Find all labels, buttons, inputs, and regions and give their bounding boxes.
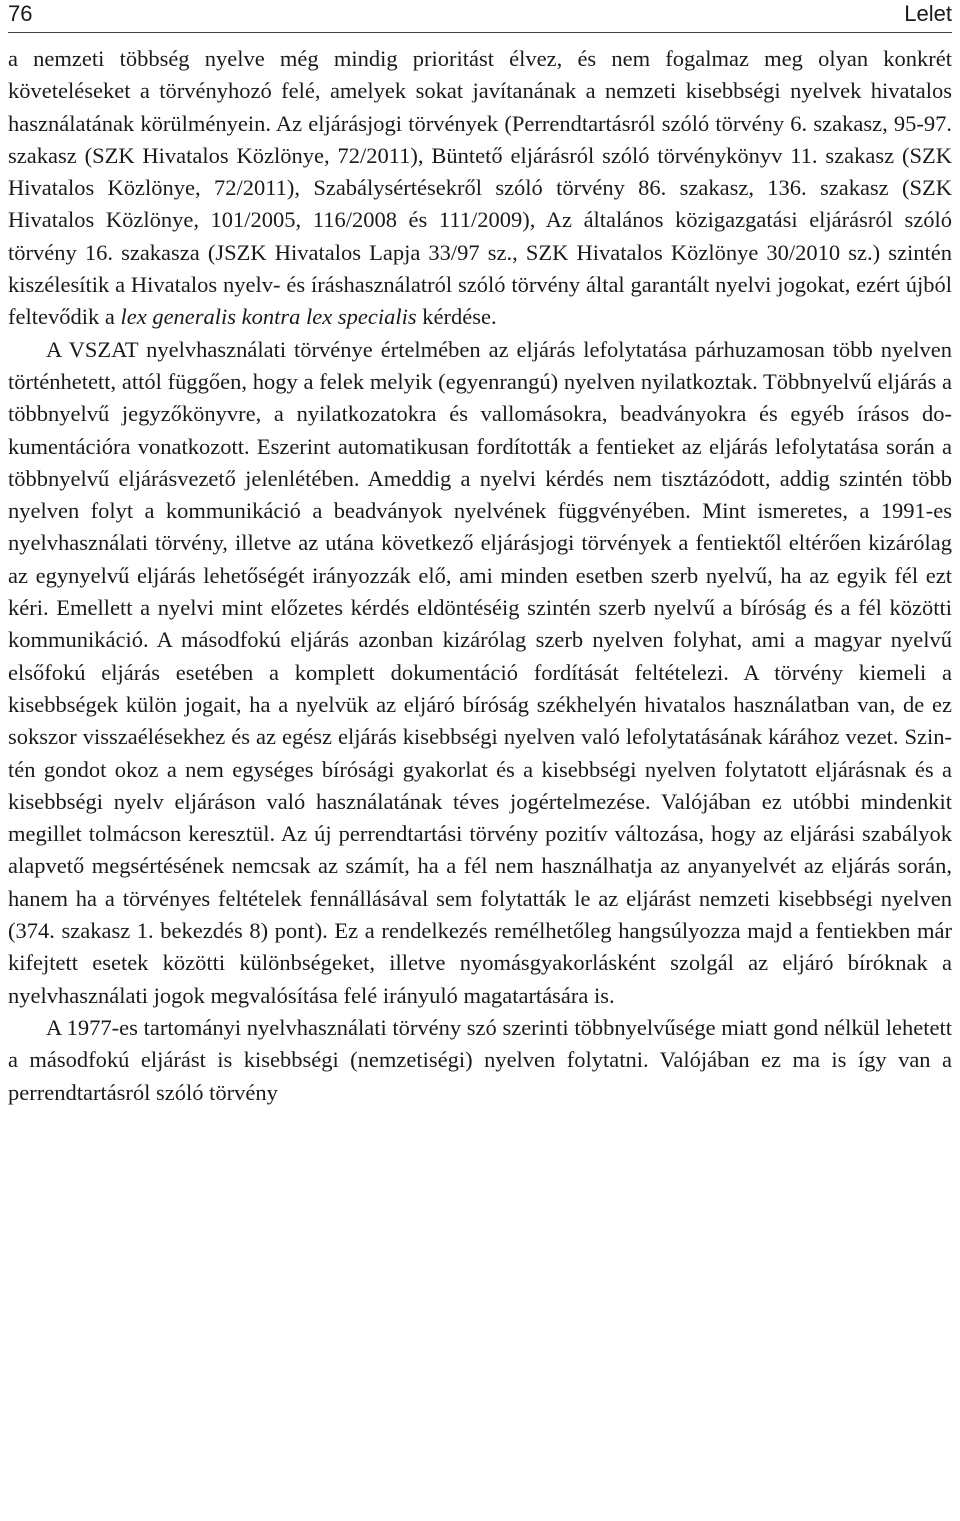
paragraph-1-ending: kérdése. xyxy=(416,304,497,330)
italic-term: lex generalis kontra lex specialis xyxy=(120,304,417,330)
running-title: Lelet xyxy=(904,1,952,26)
body-text xyxy=(8,43,952,1109)
paragraph-1-text: a nemzeti többség nyelve még mindig prioritást élvez, és nem fogalmaz meg olyan konkrét követeléseket a törvényhozó felé, amelyek sokat javítanának a nemzeti kisebbségi nyelvek hivatalos használatának körülményein. Az eljárásjogi törvények (Perrendtartásról szóló törvény 6. szakasz, 95-97. szakasz (SZK Hivatalos Közlönye, 72/2011), Büntető eljárásról szóló törvénykönyv 11. szakasz (SZK Hivatalos Közlönye, 72/2011), Szabálysértésekről szóló törvény 86. szakasz, 136. szakasz (SZK Hivatalos Közlönye, 101/2005, 116/2008 és 111/2009), Az általános közigazgatási eljárásról szóló törvény 16. szakasza (JSZK Hivatalos Lapja 33/97 sz., SZK Hivatalos Közlönye 30/2010 sz.) szintén kiszélesítik a Hivatalos nyelv- és íráshasználatról szóló törvény által garantált nyelvi jogokat, ezért újból feltevődik a xyxy=(8,46,952,330)
page-header xyxy=(8,0,952,33)
paragraph-1 xyxy=(8,43,952,334)
paragraph-3: A 1977-es tartományi nyelvhasználati törvény szó szerinti többnyelvűsége miatt gond nélkül lehetett a másodfokú eljárást is kisebbségi (nemzetiségi) nyelven folytatni. Valójában ez ma is így van a perrendtartásról szóló törvény xyxy=(8,1014,952,1105)
paragraph-2: A VSZAT nyelvhasználati törvénye értelmében az eljárás lefolytatása párhuzamosan több nyelven történhetett, attól függően, hogy a felek melyik (egyenrangú) nyelven nyilatkoztak. Többnyelvű eljárás a többnyelvű jegyzőkönyvre, a nyilatkozatokra és vallomásokra, beadványokra és egyéb írásos dokumentációra vonatkozott. Eszerint automatikusan fordították a fentieket az eljárás lefolytatása során a többnyelvű eljárásvezető jelenlétében. Ameddig a nyelvi kérdés nem tisztázódott, addig szintén több nyelven folyt a kommunikáció a beadványok nyelvének függvényében. Mint ismeretes, a 1991-es nyelvhasználati törvény, illetve az utána következő eljárásjogi törvények a fentiektől eltérően kizárólag az egynyelvű eljárás lehetőségét irányozzák elő, ami minden esetben szerb nyelvű, ha az egyik fél ezt kéri. Emellett a nyelvi mint előzetes kérdés eldöntéséig szintén szerb nyelvű a bíróság és a fél közötti kommunikáció. A másodfokú eljárás azonban kizárólag szerb nyelven folyhat, ami a magyar nyelvű elsőfokú eljárás esetében a komplett dokumentáció fordítását feltételezi. A törvény kiemeli a kisebbségek külön jogait, ha a nyelvük az eljáró bíróság székhelyén hivatalos használatban van, de ez sokszor visszaélésekhez és az egész eljárás kisebbségi nyelven való lefolytatásának kárához vezet. Szintén gondot okoz a nem egységes bírósági gyakorlat és a kisebbségi nyelven folytatott eljárásnak és a kisebbségi nyelv eljáráson való használatának téves jogértelmezése. Valójában ez utóbbi mindenkit megillet tolmácson keresztül. Az új perrendtartási törvény pozitív változása, hogy az eljárási szabályok alapvető megsértésének nemcsak az számít, ha a fél nem használhatja az anyanyelvét az eljárás során, hanem ha a törvényes feltételek fennállásával sem folytatták le az eljárást nemzeti kisebbségi nyelven (374. szakasz 1. bekezdés 8) pont). Ez a rendelkezés remélhetőleg hangsúlyozza majd a fentiekben már kifejtett esetek közötti különbségeket, illetve nyomásgyakorlásként szolgál az eljáró bíróknak a nyelvhasználati jogok megvalósítása felé irányuló magatartására is. xyxy=(8,336,952,1008)
page-number: 76 xyxy=(8,1,33,26)
